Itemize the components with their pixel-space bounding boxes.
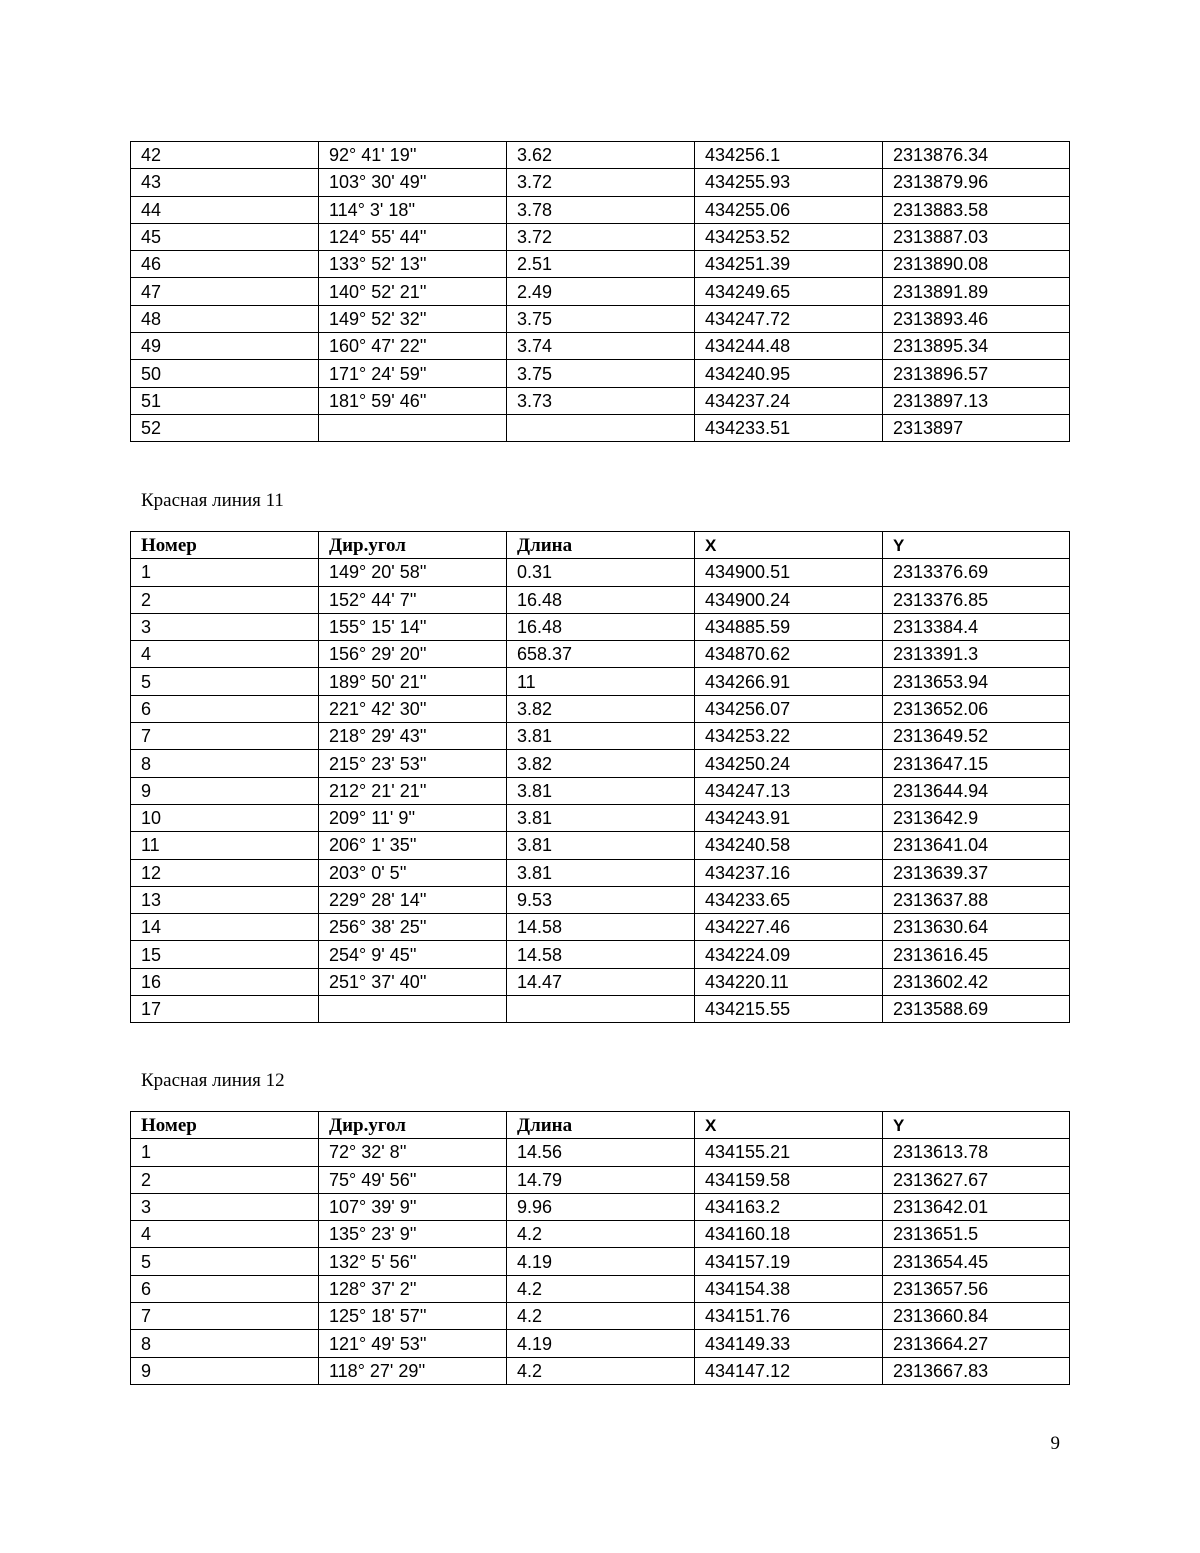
cell-y: 2313376.69 (883, 559, 1070, 586)
table-row (131, 169, 1070, 196)
table-row (131, 360, 1070, 387)
cell-direction-angle: 160° 47' 22'' (319, 333, 507, 360)
table-row (131, 251, 1070, 278)
red-line-11-table (130, 531, 1070, 1023)
cell-direction-angle: 221° 42' 30'' (319, 695, 507, 722)
cell-length: 9.96 (507, 1193, 695, 1220)
cell-number: 3 (131, 613, 319, 640)
table-body (131, 559, 1070, 1023)
cell-number: 13 (131, 886, 319, 913)
table-row (131, 1221, 1070, 1248)
cell-length: 14.58 (507, 941, 695, 968)
cell-y: 2313616.45 (883, 941, 1070, 968)
cell-x: 434266.91 (695, 668, 883, 695)
cell-x: 434227.46 (695, 914, 883, 941)
table-row (131, 1193, 1070, 1220)
cell-x: 434233.65 (695, 886, 883, 913)
cell-length: 3.81 (507, 723, 695, 750)
cell-y: 2313588.69 (883, 996, 1070, 1023)
table-row (131, 941, 1070, 968)
table-row (131, 832, 1070, 859)
cell-number: 14 (131, 914, 319, 941)
cell-direction-angle: 140° 52' 21'' (319, 278, 507, 305)
table-row (131, 586, 1070, 613)
cell-y: 2313660.84 (883, 1303, 1070, 1330)
cell-length: 3.73 (507, 387, 695, 414)
header-row (131, 1112, 1070, 1139)
cell-y: 2313879.96 (883, 169, 1070, 196)
cell-length: 3.74 (507, 333, 695, 360)
cell-direction-angle: 149° 20' 58'' (319, 559, 507, 586)
cell-number: 43 (131, 169, 319, 196)
table-row (131, 668, 1070, 695)
cell-x: 434253.52 (695, 223, 883, 250)
table-row (131, 804, 1070, 831)
cell-direction-angle: 72° 32' 8'' (319, 1139, 507, 1166)
cell-direction-angle: 203° 0' 5'' (319, 859, 507, 886)
table-row (131, 968, 1070, 995)
cell-number: 2 (131, 1166, 319, 1193)
table-header (131, 532, 1070, 559)
cell-direction-angle: 171° 24' 59'' (319, 360, 507, 387)
cell-length: 14.79 (507, 1166, 695, 1193)
cell-x: 434255.93 (695, 169, 883, 196)
cell-y: 2313893.46 (883, 305, 1070, 332)
cell-direction-angle: 114° 3' 18'' (319, 196, 507, 223)
cell-direction-angle: 103° 30' 49'' (319, 169, 507, 196)
cell-number: 11 (131, 832, 319, 859)
cell-number: 3 (131, 1193, 319, 1220)
cell-x: 434240.95 (695, 360, 883, 387)
cell-direction-angle: 135° 23' 9'' (319, 1221, 507, 1248)
cell-direction-angle: 189° 50' 21'' (319, 668, 507, 695)
cell-x: 434253.22 (695, 723, 883, 750)
cell-length: 0.31 (507, 559, 695, 586)
cell-direction-angle: 215° 23' 53'' (319, 750, 507, 777)
cell-direction-angle (319, 414, 507, 441)
cell-length: 14.58 (507, 914, 695, 941)
cell-direction-angle: 149° 52' 32'' (319, 305, 507, 332)
cell-number: 6 (131, 695, 319, 722)
cell-direction-angle: 256° 38' 25'' (319, 914, 507, 941)
cell-y: 2313376.85 (883, 586, 1070, 613)
header-direction-angle: Дир.угол (319, 1112, 507, 1139)
table-row (131, 1166, 1070, 1193)
cell-x: 434243.91 (695, 804, 883, 831)
cell-length: 3.81 (507, 777, 695, 804)
cell-length: 3.72 (507, 169, 695, 196)
cell-number: 7 (131, 1303, 319, 1330)
header-length: Длина (507, 1112, 695, 1139)
cell-direction-angle: 107° 39' 9'' (319, 1193, 507, 1220)
cell-length: 3.62 (507, 142, 695, 169)
cell-x: 434220.11 (695, 968, 883, 995)
cell-y: 2313664.27 (883, 1330, 1070, 1357)
cell-length (507, 996, 695, 1023)
cell-x: 434240.58 (695, 832, 883, 859)
cell-number: 10 (131, 804, 319, 831)
cell-y: 2313642.9 (883, 804, 1070, 831)
cell-length: 4.19 (507, 1330, 695, 1357)
cell-y: 2313657.56 (883, 1275, 1070, 1302)
cell-number: 16 (131, 968, 319, 995)
table-row (131, 1303, 1070, 1330)
cell-y: 2313642.01 (883, 1193, 1070, 1220)
cell-length: 4.2 (507, 1275, 695, 1302)
cell-direction-angle: 121° 49' 53'' (319, 1330, 507, 1357)
cell-number: 52 (131, 414, 319, 441)
table-row (131, 1275, 1070, 1302)
page-number: 9 (1050, 1433, 1060, 1454)
cell-x: 434159.58 (695, 1166, 883, 1193)
cell-y: 2313896.57 (883, 360, 1070, 387)
table-row (131, 695, 1070, 722)
cell-x: 434224.09 (695, 941, 883, 968)
table-row (131, 223, 1070, 250)
cell-length: 3.81 (507, 859, 695, 886)
table-row (131, 613, 1070, 640)
cell-number: 17 (131, 996, 319, 1023)
cell-length: 4.2 (507, 1221, 695, 1248)
cell-y: 2313891.89 (883, 278, 1070, 305)
table-row (131, 278, 1070, 305)
header-number: Номер (131, 1112, 319, 1139)
cell-y: 2313897 (883, 414, 1070, 441)
cell-y: 2313613.78 (883, 1139, 1070, 1166)
cell-y: 2313667.83 (883, 1357, 1070, 1384)
cell-x: 434237.24 (695, 387, 883, 414)
table-row (131, 886, 1070, 913)
cell-number: 45 (131, 223, 319, 250)
cell-x: 434149.33 (695, 1330, 883, 1357)
cell-direction-angle: 132° 5' 56'' (319, 1248, 507, 1275)
cell-y: 2313887.03 (883, 223, 1070, 250)
cell-number: 1 (131, 1139, 319, 1166)
cell-direction-angle: 128° 37' 2'' (319, 1275, 507, 1302)
cell-length: 3.82 (507, 750, 695, 777)
cell-direction-angle: 229° 28' 14'' (319, 886, 507, 913)
cell-y: 2313649.52 (883, 723, 1070, 750)
cell-x: 434154.38 (695, 1275, 883, 1302)
cell-number: 46 (131, 251, 319, 278)
cell-x: 434157.19 (695, 1248, 883, 1275)
cell-x: 434885.59 (695, 613, 883, 640)
cell-direction-angle: 209° 11' 9'' (319, 804, 507, 831)
cell-number: 2 (131, 586, 319, 613)
cell-length: 3.75 (507, 305, 695, 332)
table-row (131, 196, 1070, 223)
cell-length: 4.2 (507, 1357, 695, 1384)
cell-direction-angle: 152° 44' 7'' (319, 586, 507, 613)
cell-direction-angle: 218° 29' 43'' (319, 723, 507, 750)
table-row (131, 559, 1070, 586)
cell-direction-angle: 212° 21' 21'' (319, 777, 507, 804)
cell-x: 434147.12 (695, 1357, 883, 1384)
header-y: Y (883, 532, 1070, 559)
cell-y: 2313639.37 (883, 859, 1070, 886)
cell-number: 4 (131, 641, 319, 668)
header-x: X (695, 532, 883, 559)
cell-length: 11 (507, 668, 695, 695)
header-row (131, 532, 1070, 559)
cell-length (507, 414, 695, 441)
cell-direction-angle: 206° 1' 35'' (319, 832, 507, 859)
cell-x: 434900.24 (695, 586, 883, 613)
cell-number: 48 (131, 305, 319, 332)
cell-number: 15 (131, 941, 319, 968)
cell-x: 434244.48 (695, 333, 883, 360)
cell-length: 4.2 (507, 1303, 695, 1330)
cell-length: 3.75 (507, 360, 695, 387)
cell-y: 2313644.94 (883, 777, 1070, 804)
table-row (131, 1139, 1070, 1166)
cell-length: 4.19 (507, 1248, 695, 1275)
cell-y: 2313627.67 (883, 1166, 1070, 1193)
cell-direction-angle: 75° 49' 56'' (319, 1166, 507, 1193)
table-row (131, 333, 1070, 360)
cell-x: 434870.62 (695, 641, 883, 668)
cell-direction-angle: 133° 52' 13'' (319, 251, 507, 278)
cell-length: 658.37 (507, 641, 695, 668)
table-row (131, 414, 1070, 441)
red-line-12-table (130, 1111, 1070, 1385)
cell-number: 7 (131, 723, 319, 750)
cell-number: 4 (131, 1221, 319, 1248)
coordinates-table-continued (130, 141, 1070, 442)
cell-y: 2313391.3 (883, 641, 1070, 668)
cell-x: 434255.06 (695, 196, 883, 223)
header-length: Длина (507, 532, 695, 559)
table-row (131, 1248, 1070, 1275)
cell-number: 50 (131, 360, 319, 387)
header-x: X (695, 1112, 883, 1139)
cell-y: 2313651.5 (883, 1221, 1070, 1248)
table-row (131, 996, 1070, 1023)
table-row (131, 142, 1070, 169)
table-row (131, 777, 1070, 804)
cell-number: 6 (131, 1275, 319, 1302)
cell-x: 434163.2 (695, 1193, 883, 1220)
cell-number: 51 (131, 387, 319, 414)
cell-direction-angle: 155° 15' 14'' (319, 613, 507, 640)
cell-length: 3.81 (507, 832, 695, 859)
table-body (131, 1139, 1070, 1385)
cell-y: 2313883.58 (883, 196, 1070, 223)
table-row (131, 1357, 1070, 1384)
cell-direction-angle: 92° 41' 19'' (319, 142, 507, 169)
table-row (131, 641, 1070, 668)
cell-x: 434256.07 (695, 695, 883, 722)
table-header (131, 1112, 1070, 1139)
cell-direction-angle: 254° 9' 45'' (319, 941, 507, 968)
cell-x: 434247.72 (695, 305, 883, 332)
cell-x: 434237.16 (695, 859, 883, 886)
cell-y: 2313384.4 (883, 613, 1070, 640)
header-y: Y (883, 1112, 1070, 1139)
cell-direction-angle (319, 996, 507, 1023)
cell-length: 16.48 (507, 613, 695, 640)
cell-length: 16.48 (507, 586, 695, 613)
cell-length: 3.81 (507, 804, 695, 831)
cell-direction-angle: 156° 29' 20'' (319, 641, 507, 668)
table-row (131, 1330, 1070, 1357)
cell-direction-angle: 125° 18' 57'' (319, 1303, 507, 1330)
cell-y: 2313630.64 (883, 914, 1070, 941)
table-row (131, 305, 1070, 332)
cell-y: 2313652.06 (883, 695, 1070, 722)
cell-length: 14.47 (507, 968, 695, 995)
cell-y: 2313641.04 (883, 832, 1070, 859)
cell-number: 8 (131, 1330, 319, 1357)
cell-number: 12 (131, 859, 319, 886)
cell-x: 434249.65 (695, 278, 883, 305)
table-row (131, 859, 1070, 886)
cell-y: 2313602.42 (883, 968, 1070, 995)
cell-y: 2313876.34 (883, 142, 1070, 169)
cell-x: 434155.21 (695, 1139, 883, 1166)
cell-number: 42 (131, 142, 319, 169)
cell-x: 434160.18 (695, 1221, 883, 1248)
cell-y: 2313647.15 (883, 750, 1070, 777)
cell-length: 3.78 (507, 196, 695, 223)
cell-x: 434215.55 (695, 996, 883, 1023)
section-caption-red-line-11: Красная линия 11 (141, 490, 284, 511)
cell-direction-angle: 181° 59' 46'' (319, 387, 507, 414)
cell-y: 2313897.13 (883, 387, 1070, 414)
cell-length: 3.72 (507, 223, 695, 250)
table-row (131, 750, 1070, 777)
cell-number: 49 (131, 333, 319, 360)
cell-x: 434151.76 (695, 1303, 883, 1330)
table-row (131, 914, 1070, 941)
cell-y: 2313895.34 (883, 333, 1070, 360)
cell-number: 8 (131, 750, 319, 777)
cell-y: 2313654.45 (883, 1248, 1070, 1275)
cell-y: 2313637.88 (883, 886, 1070, 913)
cell-number: 1 (131, 559, 319, 586)
cell-length: 14.56 (507, 1139, 695, 1166)
cell-number: 44 (131, 196, 319, 223)
table-row (131, 723, 1070, 750)
section-caption-red-line-12: Красная линия 12 (141, 1070, 285, 1091)
table-row (131, 387, 1070, 414)
cell-x: 434256.1 (695, 142, 883, 169)
cell-length: 2.49 (507, 278, 695, 305)
cell-number: 5 (131, 668, 319, 695)
table-body (131, 142, 1070, 442)
cell-number: 47 (131, 278, 319, 305)
cell-number: 9 (131, 1357, 319, 1384)
cell-length: 2.51 (507, 251, 695, 278)
cell-x: 434233.51 (695, 414, 883, 441)
cell-direction-angle: 251° 37' 40'' (319, 968, 507, 995)
cell-length: 9.53 (507, 886, 695, 913)
cell-number: 5 (131, 1248, 319, 1275)
cell-length: 3.82 (507, 695, 695, 722)
header-direction-angle: Дир.угол (319, 532, 507, 559)
cell-direction-angle: 124° 55' 44'' (319, 223, 507, 250)
cell-x: 434900.51 (695, 559, 883, 586)
cell-x: 434250.24 (695, 750, 883, 777)
cell-y: 2313890.08 (883, 251, 1070, 278)
cell-y: 2313653.94 (883, 668, 1070, 695)
cell-x: 434247.13 (695, 777, 883, 804)
cell-number: 9 (131, 777, 319, 804)
cell-direction-angle: 118° 27' 29'' (319, 1357, 507, 1384)
header-number: Номер (131, 532, 319, 559)
cell-x: 434251.39 (695, 251, 883, 278)
